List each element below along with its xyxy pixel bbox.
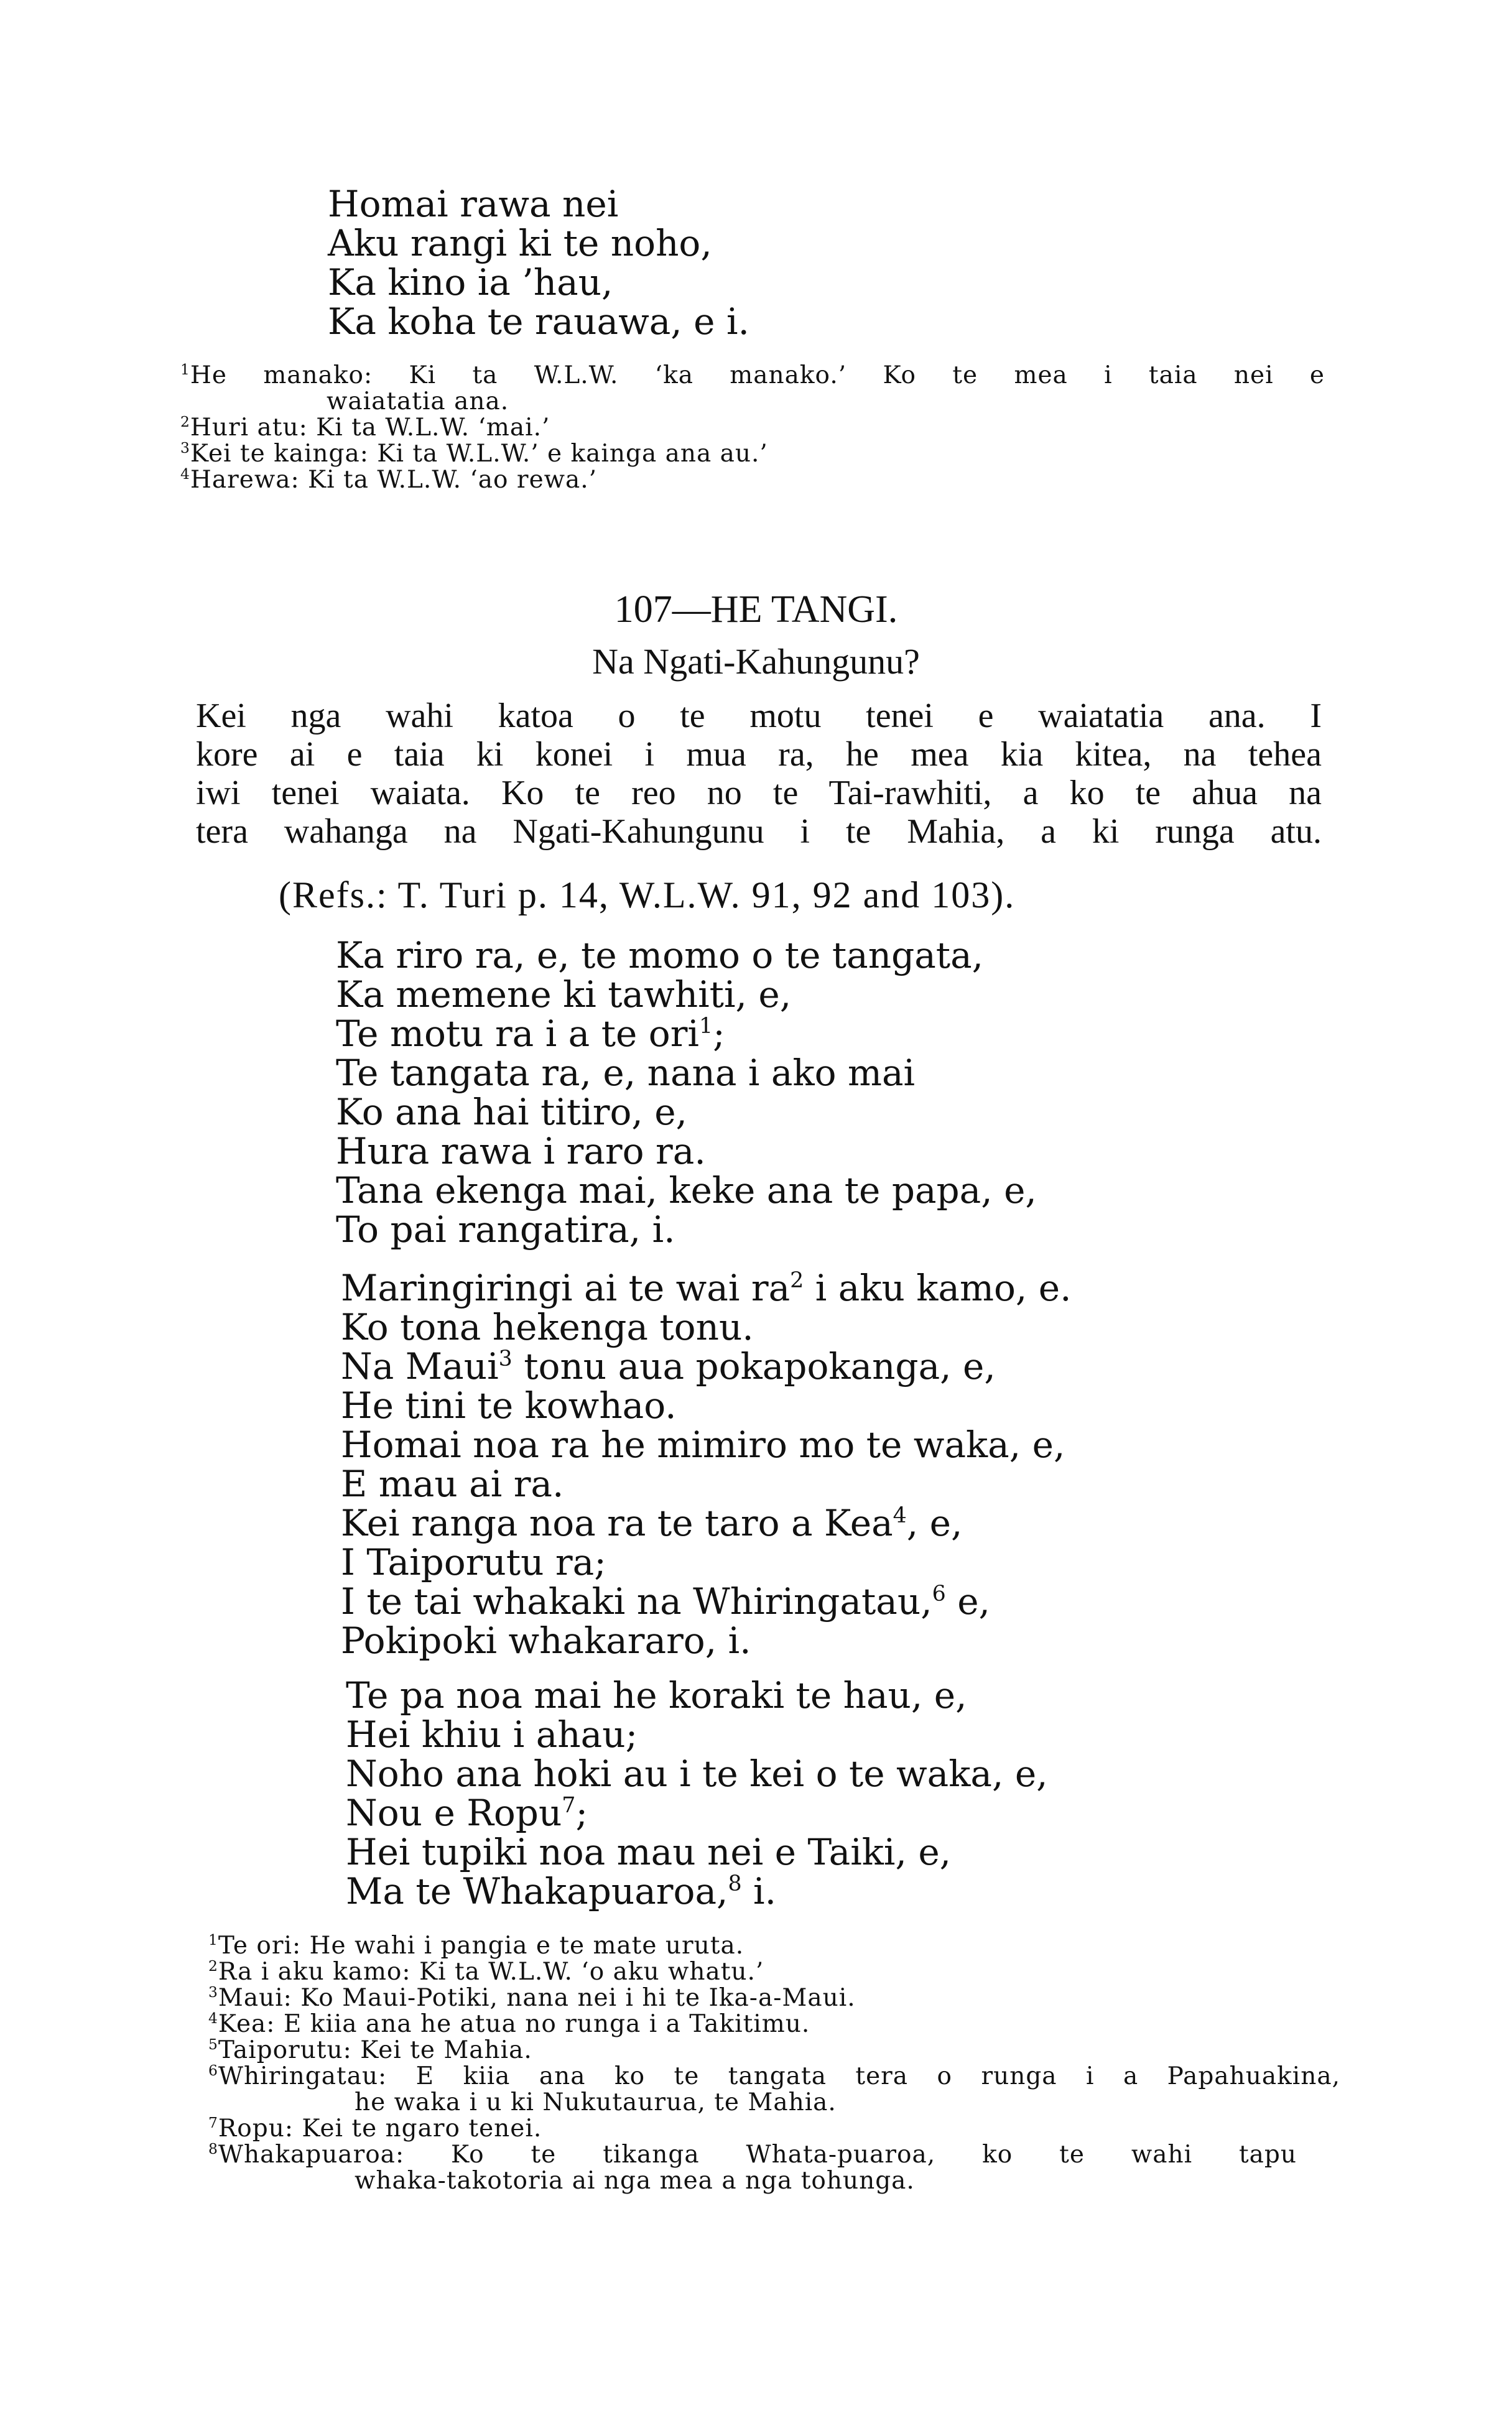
- footnote-number: 7: [208, 2113, 218, 2131]
- verse-line: Maringiringi ai te wai $ra^2$ i aku kamo, e.: [341, 1267, 1072, 1309]
- footnote: $^3$Kei te kainga: Ki ta W.L.W.’ e kainga ana au.’: [180, 438, 768, 468]
- footnote-number: 1: [180, 360, 190, 378]
- footnote-continuation: whaka-takotoria ai nga mea a nga tohunga.: [355, 2167, 915, 2195]
- verse-line: Ka kino ia ’hau,: [328, 261, 613, 304]
- footnote: $^8$Whakapuaroa: Ko te tikanga Whata-puaroa, ko te wahi tapu: [208, 2139, 1297, 2169]
- song-title: 107—HE TANGI.: [614, 588, 898, 631]
- verse-line: Te tangata ra, e, nana i ako mai: [336, 1052, 916, 1094]
- footnote: $^4$Kea: E kiia ana he atua no runga i a Takitimu.: [208, 2009, 810, 2038]
- top-footnotes: [180, 360, 1325, 494]
- verse-line: Te motu ra i a te ori$^1$;: [336, 1012, 725, 1055]
- song-footnotes: [208, 1930, 1340, 2195]
- footnote: $^4$Harewa: Ki ta W.L.W. ‘ao rewa.’: [180, 465, 598, 494]
- footnote: $^5$Taiporutu: Kei te Mahia.: [208, 2035, 532, 2064]
- verse-line: Nou e Ropu$^7$;: [346, 1792, 588, 1834]
- footnote-number: 2: [208, 1957, 218, 1975]
- verse-line: Ko tona hekenga tonu.: [341, 1306, 754, 1348]
- intro-line: iwi tenei waiata. Ko te reo no te Tai-rawhiti, a ko te ahua na: [196, 774, 1322, 812]
- footnote-number: 3: [208, 1983, 218, 2001]
- song-references: (Refs.: T. Turi p. 14, W.L.W. 91, 92 and 103).: [279, 874, 1016, 915]
- footnote-number: 2: [180, 412, 190, 430]
- verse-line: Hei tupiki noa mau nei e Taiki, e,: [346, 1831, 952, 1873]
- footnote-number: 6: [208, 2061, 218, 2079]
- footnote: $^1$Te ori: He wahi i pangia e te mate uruta.: [208, 1930, 744, 1960]
- footnote-continuation: he waka i u ki Nukutaurua, te Mahia.: [355, 2088, 837, 2116]
- verse-line: He tini te kowhao.: [341, 1384, 677, 1427]
- stanza-3: [346, 1676, 1048, 1911]
- verse-line: I te tai whakaki na Whiringatau,$^6$ e,: [341, 1580, 990, 1623]
- footnote-ref: 1: [698, 1014, 713, 1039]
- verse-line: To pai rangatira, i.: [336, 1208, 675, 1251]
- footnote-ref: 7: [562, 1793, 576, 1819]
- top-verse: [328, 185, 749, 341]
- footnote: $^1$He manako: Ki ta W.L.W. ‘ka manako.’ Ko te mea i taia nei e: [180, 360, 1325, 389]
- footnote-ref: 2: [790, 1268, 804, 1294]
- verse-line: Aku rangi ki te noho,: [328, 222, 712, 264]
- verse-line: Tana ekenga mai, keke ana te papa, e,: [336, 1169, 1037, 1212]
- verse-line: Homai noa ra he mimiro mo te waka, e,: [341, 1424, 1065, 1466]
- verse-line: Kei ranga noa ra te taro a Kea$^4$, e,: [341, 1502, 963, 1544]
- footnote: $^6$Whiringatau: E kiia ana ko te tangata tera o runga i a Papahuakina,: [208, 2061, 1340, 2090]
- footnote-ref: 8: [728, 1871, 742, 1897]
- footnote-number: 3: [180, 438, 190, 456]
- verse-line: Ma te Whakapuaroa,$^8$ i.: [346, 1870, 777, 1912]
- footnote-ref: 6: [932, 1582, 946, 1607]
- footnote: $^3$Maui: Ko Maui-Potiki, nana nei i hi te Ika-a-Maui.: [208, 1983, 856, 2012]
- footnote: $^7$Ropu: Kei te ngaro tenei.: [208, 2113, 542, 2143]
- verse-line: Te pa noa mai he koraki te hau, e,: [346, 1674, 967, 1717]
- footnote-ref: 4: [893, 1503, 907, 1529]
- song-intro: [196, 697, 1322, 851]
- footnote-number: 4: [208, 2009, 218, 2027]
- footnote-number: 5: [208, 2035, 218, 2053]
- verse-line: Hei khiu i ahau;: [346, 1713, 638, 1756]
- intro-line: kore ai e taia ki konei i mua ra, he mea kia kitea, na tehea: [196, 735, 1322, 774]
- footnote-number: 1: [208, 1930, 218, 1948]
- footnote-number: 4: [180, 465, 190, 483]
- verse-line: Hura rawa i raro ra.: [336, 1130, 706, 1172]
- verse-line: I Taiporutu ra;: [341, 1541, 606, 1583]
- verse-line: E mau ai ra.: [341, 1463, 564, 1505]
- verse-line: Na Maui$^3$ tonu aua pokapokanga, e,: [341, 1345, 996, 1388]
- verse-line: Ka memene ki tawhiti, e,: [336, 973, 792, 1016]
- footnote-ref: 3: [498, 1346, 513, 1372]
- verse-line: Ka koha te rauawa, e i.: [328, 300, 749, 343]
- verse-line: Noho ana hoki au i te kei o te waka, e,: [346, 1753, 1048, 1795]
- intro-line: tera wahanga na Ngati-Kahungunu i te Mahia, a ki runga atu.: [196, 812, 1322, 851]
- stanza-2: [341, 1269, 1072, 1661]
- verse-line: Ka riro ra, e, te momo o te tangata,: [336, 934, 984, 976]
- song-subtitle: Na Ngati-Kahungunu?: [592, 641, 920, 682]
- footnote-number: 8: [208, 2139, 218, 2157]
- verse-line: Homai rawa nei: [328, 183, 619, 225]
- stanza-1: [336, 936, 1037, 1249]
- verse-line: Pokipoki whakararo, i.: [341, 1619, 751, 1662]
- verse-line: Ko ana hai titiro, e,: [336, 1091, 687, 1133]
- footnote: $^2$Huri atu: Ki ta W.L.W. ‘mai.’: [180, 412, 550, 442]
- intro-line: Kei nga wahi katoa o te motu tenei e waiatatia ana. I: [196, 697, 1322, 735]
- footnote-continuation: waiatatia ana.: [327, 387, 509, 415]
- footnote: $^2$Ra i aku kamo: Ki ta W.L.W. ‘o aku whatu.’: [208, 1957, 764, 1986]
